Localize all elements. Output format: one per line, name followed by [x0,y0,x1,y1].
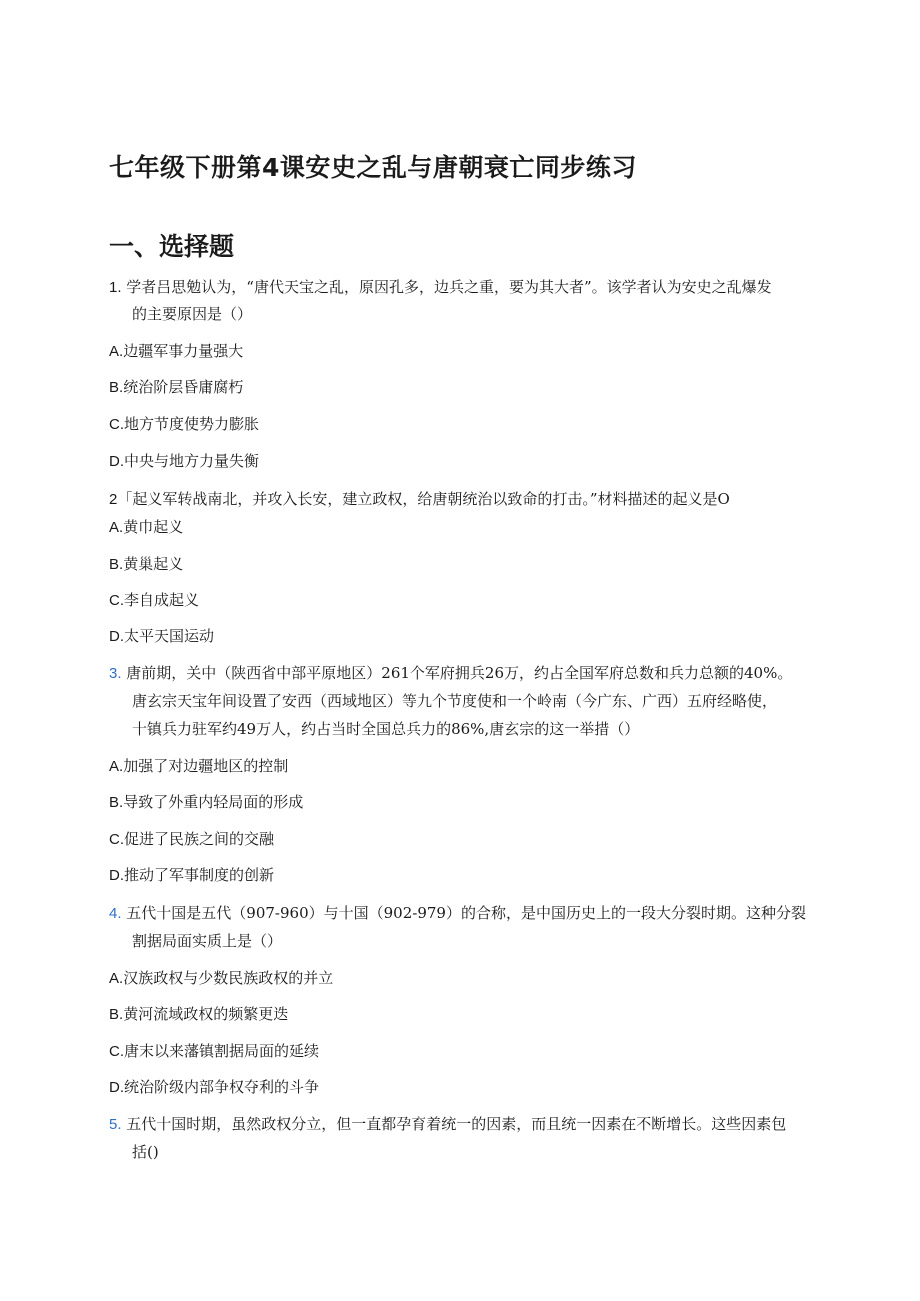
question-4-option-d [109,1077,319,1098]
question-3-line-3: 十镇兵力驻军约49万人，约占当时全国总兵力的86%,唐玄宗的这一举措（） [132,720,640,738]
option-text: 中央与地方力量失衡 [124,452,260,470]
question-2-option-a [109,517,183,538]
question-2-option-d [109,626,214,647]
option-text: 黄巾起义 [123,518,184,536]
question-text: 学者吕思勉认为，“唐代天宝之乱，原因孔多，边兵之重，要为其大者”。该学者认为安史之乱爆发 [126,278,772,296]
option-letter: B. [109,556,124,573]
question-1-option-c [109,414,259,435]
question-4-line-1 [109,903,806,924]
question-number: 1. [109,279,122,296]
question-1-line-2: 的主要原因是（） [132,305,253,323]
option-text: 导致了外重内轻局面的形成 [123,793,304,811]
question-1-option-d [109,451,259,472]
option-text: 地方节度使势力膨胀 [124,415,260,433]
question-text: 五代十国是五代（907-960）与十国（902-979）的合称，是中国历史上的一段大分裂时期。这种分裂 [126,904,806,922]
question-3-option-b [109,792,303,813]
question-text: 唐前期，关中（陕西省中部平原地区）261个军府拥兵26万，约占全国军府总数和兵力总额的40%。 [126,664,793,682]
question-number: 5. [109,1116,122,1133]
question-4-option-c [109,1041,319,1062]
question-3-option-d [109,865,274,886]
option-text: 促进了民族之间的交融 [124,830,275,848]
option-text: 统治阶层昏庸腐朽 [123,378,244,396]
section-heading: 一、选择题 [109,232,235,261]
option-letter: C. [109,416,124,433]
question-5-line-2: 括() [132,1143,159,1161]
question-2-option-c [109,590,199,611]
option-text: 推动了军事制度的创新 [124,866,275,884]
question-4-option-b [109,1004,288,1025]
option-letter: C. [109,831,124,848]
option-letter: D. [109,1079,124,1096]
question-4-option-a [109,968,333,989]
question-text: 「起义军转战南北，并攻入长安，建立政权，给唐朝统治以致命的打击。”材料描述的起义是O [117,490,730,508]
question-3-option-a [109,756,288,777]
question-1-option-a [109,341,243,362]
option-text: 黄河流域政权的频繁更迭 [123,1005,289,1023]
question-3-line-2: 唐玄宗天宝年间设置了安西（西域地区）等九个节度使和一个岭南（今广东、广西）五府经略使， [132,692,778,710]
option-letter: C. [109,1043,124,1060]
question-2-line-1 [109,489,730,510]
option-letter: A. [109,343,124,360]
option-letter: D. [109,453,124,470]
option-text: 唐末以来藩镇割据局面的延续 [124,1042,320,1060]
question-number: 4. [109,905,122,922]
option-letter: B. [109,794,124,811]
question-2-option-b [109,554,183,575]
question-number: 3. [109,665,122,682]
question-text: 五代十国时期，虽然政权分立，但一直都孕育着统一的因素，而且统一因素在不断增长。这些因素包 [126,1115,787,1133]
option-letter: B. [109,1006,124,1023]
document-title: 七年级下册第4课安史之乱与唐朝衰亡同步练习 [109,153,637,182]
question-3-option-c [109,829,274,850]
option-letter: A. [109,519,124,536]
option-text: 太平天国运动 [124,627,215,645]
option-text: 加强了对边疆地区的控制 [123,757,289,775]
option-text: 李自成起义 [124,591,200,609]
question-1-line-1 [109,277,772,298]
option-text: 边疆军事力量强大 [123,342,244,360]
option-text: 统治阶级内部争权夺利的斗争 [124,1078,320,1096]
option-letter: B. [109,379,124,396]
question-5-line-1 [109,1114,786,1135]
option-letter: C. [109,592,124,609]
option-letter: A. [109,758,124,775]
option-text: 黄巢起义 [123,555,184,573]
question-number: 2 [109,491,118,508]
option-letter: A. [109,970,124,987]
question-3-line-1 [109,663,792,684]
option-letter: D. [109,628,124,645]
option-text: 汉族政权与少数民族政权的并立 [123,969,334,987]
question-1-option-b [109,377,243,398]
option-letter: D. [109,867,124,884]
question-4-line-2: 割据局面实质上是（） [132,932,283,950]
